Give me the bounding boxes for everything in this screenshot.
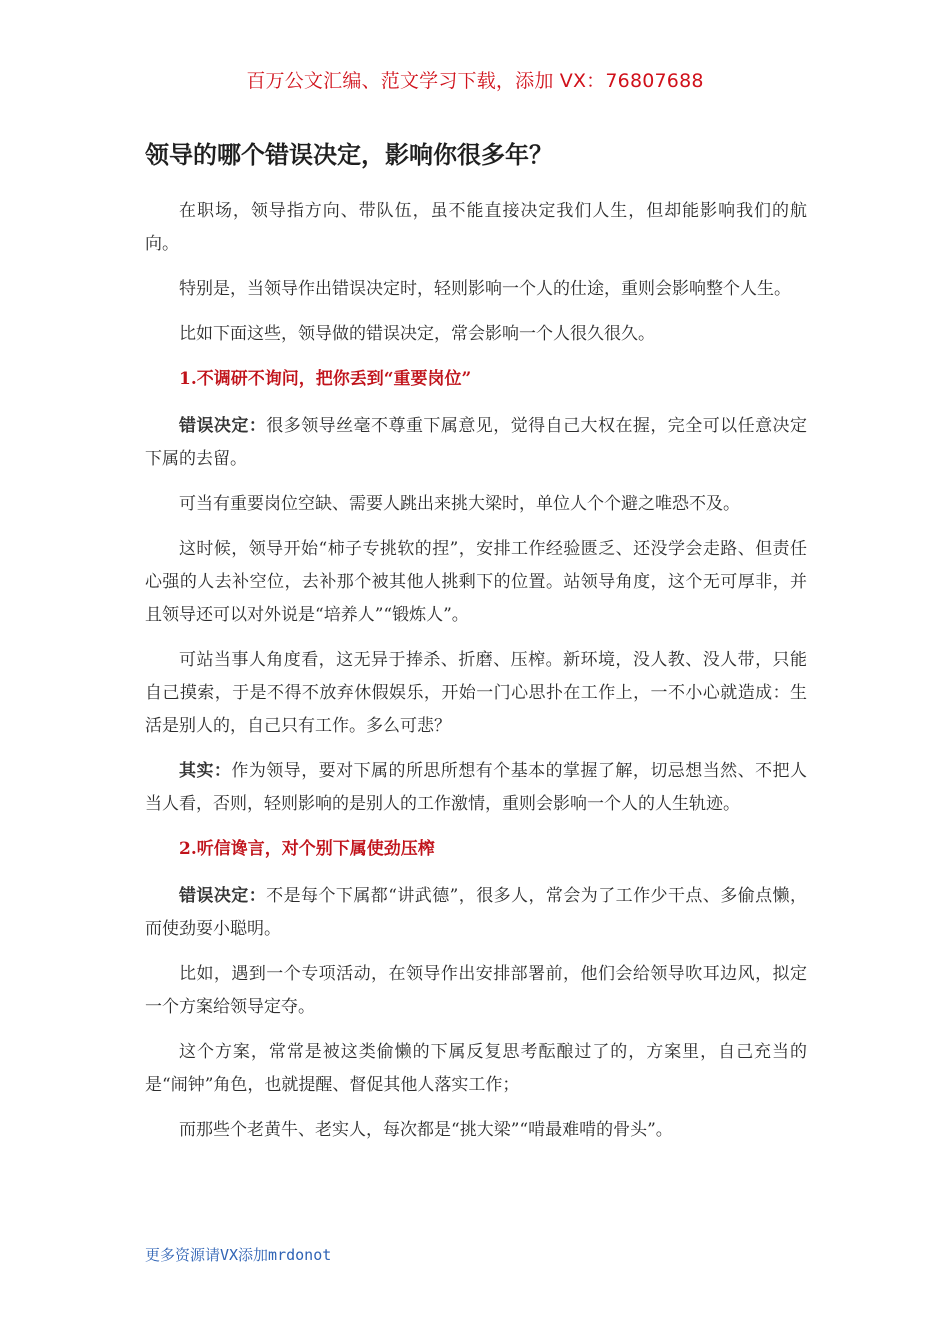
lead-text: 很多领导丝毫不尊重下属意见，觉得自己大权在握，完全可以任意决定下属的去留。: [145, 416, 808, 469]
paragraph: 而那些个老黄牛、老实人，每次都是“挑大梁”“啃最难啃的骨头”。: [179, 1120, 673, 1140]
promo-banner: 百万公文汇编、范文学习下载，添加 VX：76807688: [246, 70, 704, 92]
summary-text: 作为领导，要对下属的所思所想有个基本的掌握了解，切忌想当然、不把人当人看，否则，轻则影响的是别人的工作激情，重则会影响一个人的人生轨迹。: [145, 761, 808, 814]
paragraph: 比如下面这些，领导做的错误决定，常会影响一个人很久很久。: [179, 324, 655, 344]
paragraph: 可当有重要岗位空缺、需要人跳出来挑大梁时，单位人个个避之唯恐不及。: [179, 494, 740, 514]
footer-note: 更多资源请VX添加mrdonot: [145, 1246, 332, 1264]
lead-label: 错误决定：: [179, 886, 267, 906]
paragraph: 这个方案，常常是被这类偷懒的下属反复思考酝酿过了的，方案里，自己充当的是“闹钟”角色，也就提醒、督促其他人落实工作；: [145, 1042, 807, 1095]
section-heading-2: 2.听信谗言，对个别下属使劲压榨: [179, 839, 435, 859]
summary-label: 其实：: [179, 761, 232, 781]
paragraph: 这时候，领导开始“柿子专挑软的捏”，安排工作经验匮乏、还没学会走路、但责任心强的人去补空位，去补那个被其他人挑剩下的位置。站领导角度，这个无可厚非，并且领导还可以对外说是“培养人”“锻炼人”。: [145, 539, 807, 625]
article-body: [145, 135, 807, 1159]
article-title: 领导的哪个错误决定，影响你很多年？: [145, 141, 553, 169]
paragraph-summary: [145, 755, 807, 821]
paragraph-lead: [145, 880, 807, 946]
paragraph-lead: [145, 410, 807, 476]
lead-text: 不是每个下属都“讲武德”，很多人，常会为了工作少干点、多偷点懒，而使劲耍小聪明。: [145, 886, 807, 939]
paragraph: 在职场，领导指方向、带队伍，虽不能直接决定我们人生，但却能影响我们的航向。: [145, 201, 807, 254]
paragraph: 特别是，当领导作出错误决定时，轻则影响一个人的仕途，重则会影响整个人生。: [179, 279, 791, 299]
paragraph: 比如，遇到一个专项活动，在领导作出安排部署前，他们会给领导吹耳边风，拟定一个方案给领导定夺。: [145, 964, 807, 1017]
paragraph: 可站当事人角度看，这无异于捧杀、折磨、压榨。新环境，没人教、没人带，只能自己摸索，于是不得不放弃休假娱乐，开始一门心思扑在工作上，一不小心就造成：生活是别人的，自己只有工作。多么可悲？: [145, 650, 807, 736]
section-heading-1: 1.不调研不询问，把你丢到“重要岗位”: [179, 369, 472, 389]
lead-label: 错误决定：: [179, 416, 267, 436]
